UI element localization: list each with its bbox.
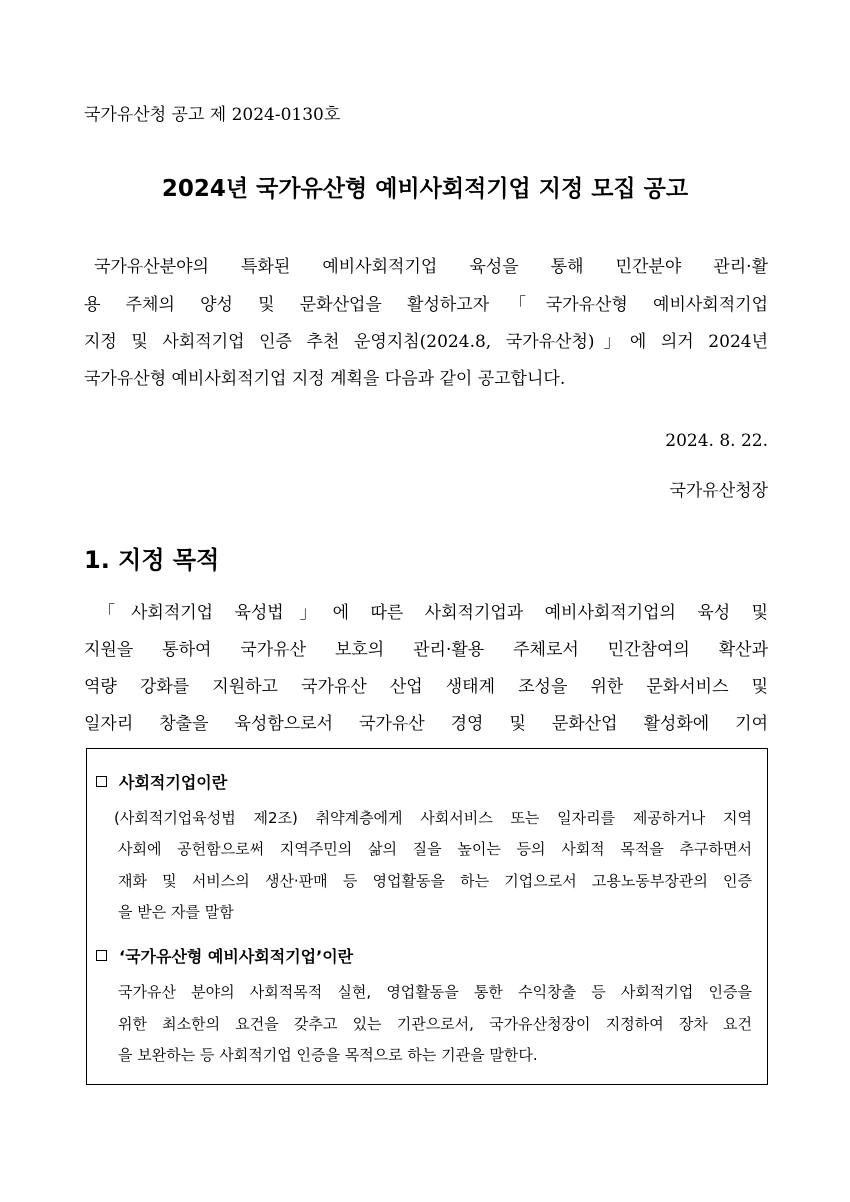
checkbox-square-icon bbox=[96, 950, 107, 961]
definition-heading-text: ‘국가유산형 예비사회적기업’이란 bbox=[119, 947, 354, 966]
definition-line: 사회에 공헌함으로써 지역주민의 삶의 질을 높이는 등의 사회적 목적을 추구하면서 bbox=[118, 840, 752, 858]
definition-line: 을 받은 자를 말함 bbox=[118, 903, 234, 921]
page-title: 2024년 국가유산형 예비사회적기업 지정 모집 공고 bbox=[161, 176, 689, 202]
definition-line: 재화 및 서비스의 생산·판매 등 영업활동을 하는 기업으로서 고용노동부장관의 인증 bbox=[118, 872, 752, 890]
section-line: 역량 강화를 지원하고 국가유산 산업 생태계 조성을 위한 문화서비스 및 bbox=[84, 677, 768, 697]
section-line: 지원을 통하여 국가유산 보호의 관리·활용 주체로서 민간참여의 확산과 bbox=[84, 640, 768, 660]
intro-line: 지정 및 사회적기업 인증 추천 운영지침(2024.8, 국가유산청)」에 의거 2024년 bbox=[84, 332, 768, 352]
intro-line: 국가유산형 예비사회적기업 지정 계획을 다음과 같이 공고합니다. bbox=[84, 369, 566, 389]
announcement-date: 2024. 8. 22. bbox=[665, 431, 768, 451]
definition-heading-text: 사회적기업이란 bbox=[119, 773, 228, 792]
signer: 국가유산청장 bbox=[669, 481, 768, 501]
section-line: 일자리 창출을 육성함으로서 국가유산 경영 및 문화산업 활성화에 기여 bbox=[84, 714, 768, 734]
intro-line: 국가유산분야의 특화된 예비사회적기업 육성을 통해 민간분야 관리·활 bbox=[94, 257, 768, 277]
checkbox-square-icon bbox=[96, 776, 107, 787]
definition-line: 을 보완하는 등 사회적기업 인증을 목적으로 하는 기관을 말한다. bbox=[118, 1046, 538, 1064]
section-line: 「사회적기업 육성법」에 따른 사회적기업과 예비사회적기업의 육성 및 bbox=[98, 603, 768, 623]
definition-line: 위한 최소한의 요건을 갖추고 있는 기관으로서, 국가유산청장이 지정하여 장차 요건 bbox=[118, 1015, 752, 1033]
definition-heading bbox=[96, 770, 227, 793]
definition-line: 국가유산 분야의 사회적목적 실현, 영업활동을 통한 수익창출 등 사회적기업 인증을 bbox=[118, 983, 752, 1001]
section-heading: 1. 지정 목적 bbox=[84, 546, 220, 574]
definition-line: (사회적기업육성법 제2조) 취약계층에게 사회서비스 또는 일자리를 제공하거나 지역 bbox=[114, 809, 752, 827]
notice-number: 국가유산청 공고 제 2024-0130호 bbox=[84, 105, 341, 125]
definition-heading bbox=[96, 944, 353, 967]
intro-line: 용 주체의 양성 및 문화산업을 활성하고자「국가유산형 예비사회적기업 bbox=[84, 295, 768, 315]
